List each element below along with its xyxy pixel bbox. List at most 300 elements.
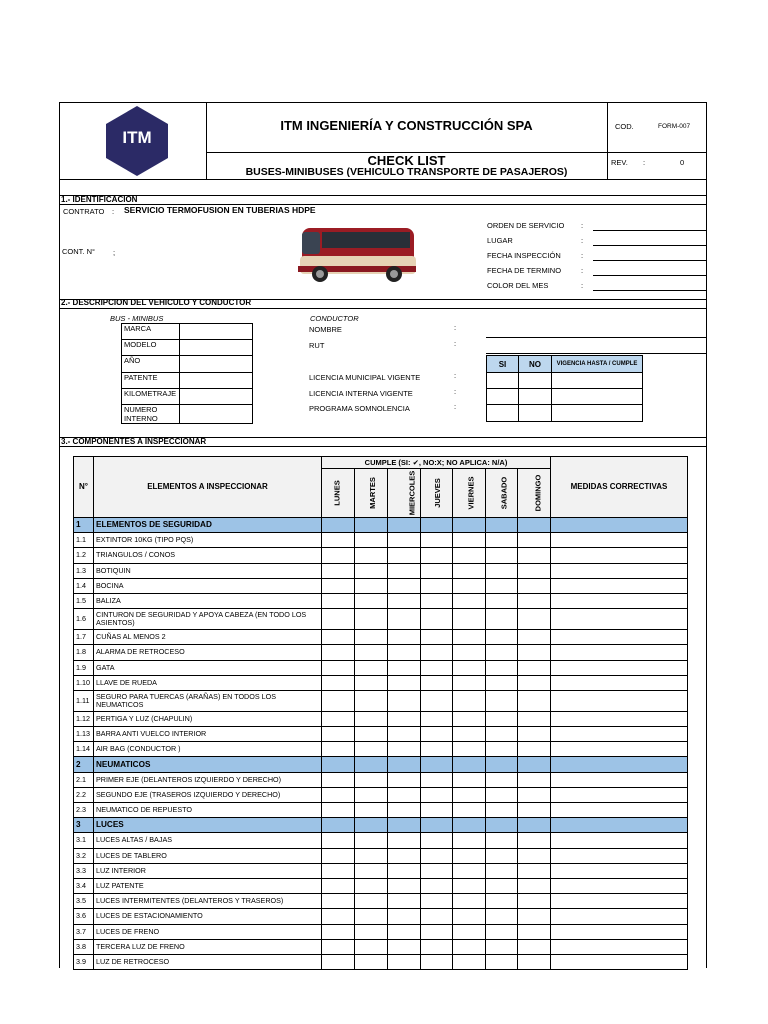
day-check-cell[interactable] [453, 803, 486, 818]
day-check-cell[interactable] [453, 563, 486, 578]
day-check-cell[interactable] [421, 954, 453, 969]
day-check-cell[interactable] [421, 909, 453, 924]
day-check-cell[interactable] [518, 803, 551, 818]
day-check-cell[interactable] [486, 727, 518, 742]
day-check-cell[interactable] [486, 675, 518, 690]
day-check-cell [322, 757, 355, 772]
vehicle-field-value[interactable] [180, 324, 253, 340]
day-check-cell[interactable] [322, 609, 355, 630]
table-row [74, 593, 688, 608]
day-check-cell[interactable] [486, 787, 518, 802]
day-check-cell[interactable] [453, 660, 486, 675]
day-check-cell[interactable] [518, 939, 551, 954]
day-check-cell[interactable] [421, 675, 453, 690]
medidas-cell[interactable] [551, 593, 688, 608]
driver-field-colon: : [454, 402, 457, 411]
medidas-cell[interactable] [551, 787, 688, 802]
day-check-cell[interactable] [355, 924, 388, 939]
day-check-cell[interactable] [322, 833, 355, 848]
day-check-cell[interactable] [421, 742, 453, 757]
day-check-cell[interactable] [421, 711, 453, 726]
day-check-cell[interactable] [486, 578, 518, 593]
day-check-cell[interactable] [518, 742, 551, 757]
day-check-cell[interactable] [486, 533, 518, 548]
table-row [74, 742, 688, 757]
si-header: SI [487, 356, 519, 373]
table-row [74, 690, 688, 711]
day-check-cell[interactable] [388, 690, 421, 711]
rev-colon: : [643, 158, 646, 167]
row-label: LLAVE DE RUEDA [94, 675, 322, 690]
day-check-cell[interactable] [388, 924, 421, 939]
medidas-cell[interactable] [551, 909, 688, 924]
day-check-cell[interactable] [322, 954, 355, 969]
medidas-cell[interactable] [551, 772, 688, 787]
day-check-cell[interactable] [322, 787, 355, 802]
field-input-line[interactable] [593, 290, 706, 291]
row-number: 1.5 [74, 593, 94, 608]
day-check-cell [453, 518, 486, 533]
row-label: BOTIQUIN [94, 563, 322, 578]
day-check-cell[interactable] [355, 578, 388, 593]
day-header [388, 469, 421, 518]
day-check-cell[interactable] [421, 690, 453, 711]
cell[interactable] [519, 405, 552, 422]
day-check-cell[interactable] [453, 772, 486, 787]
day-check-cell[interactable] [486, 630, 518, 645]
day-check-cell[interactable] [355, 909, 388, 924]
field-input-line[interactable] [593, 275, 706, 276]
day-check-cell[interactable] [355, 939, 388, 954]
day-check-cell[interactable] [421, 939, 453, 954]
day-check-cell[interactable] [322, 533, 355, 548]
day-check-cell [453, 757, 486, 772]
day-check-cell[interactable] [322, 660, 355, 675]
medidas-cell[interactable] [551, 727, 688, 742]
medidas-cell[interactable] [551, 878, 688, 893]
day-check-cell[interactable] [518, 894, 551, 909]
day-check-cell[interactable] [486, 660, 518, 675]
day-check-cell[interactable] [388, 563, 421, 578]
day-check-cell[interactable] [355, 787, 388, 802]
day-check-cell[interactable] [388, 848, 421, 863]
category-row [74, 818, 688, 833]
day-check-cell[interactable] [355, 833, 388, 848]
driver-field-label: RUT [309, 341, 325, 350]
vehicle-field-value[interactable] [180, 405, 253, 424]
day-check-cell[interactable] [486, 803, 518, 818]
day-check-cell[interactable] [388, 803, 421, 818]
day-check-cell[interactable] [421, 548, 453, 563]
day-check-cell[interactable] [322, 894, 355, 909]
day-check-cell[interactable] [518, 787, 551, 802]
cell[interactable] [519, 389, 552, 405]
medidas-cell[interactable] [551, 954, 688, 969]
day-check-cell[interactable] [453, 690, 486, 711]
day-check-cell [518, 818, 551, 833]
vehicle-field-label: MARCA [122, 324, 180, 340]
day-check-cell[interactable] [486, 878, 518, 893]
day-check-cell[interactable] [355, 563, 388, 578]
cell[interactable] [519, 373, 552, 389]
day-check-cell[interactable] [453, 609, 486, 630]
day-check-cell[interactable] [518, 848, 551, 863]
day-check-cell[interactable] [355, 878, 388, 893]
day-check-cell[interactable] [322, 909, 355, 924]
day-check-cell[interactable] [486, 894, 518, 909]
day-check-cell[interactable] [355, 772, 388, 787]
category-row [74, 518, 688, 533]
day-check-cell[interactable] [453, 533, 486, 548]
medidas-cell[interactable] [551, 645, 688, 660]
day-check-cell[interactable] [486, 742, 518, 757]
day-check-cell[interactable] [322, 878, 355, 893]
row-number: 3.8 [74, 939, 94, 954]
day-check-cell[interactable] [421, 803, 453, 818]
day-check-cell[interactable] [421, 924, 453, 939]
cell[interactable] [552, 405, 643, 422]
row-label: PRIMER EJE (DELANTEROS IZQUIERDO Y DERECHO) [94, 772, 322, 787]
day-check-cell[interactable] [421, 645, 453, 660]
driver-field-label: LICENCIA MUNICIPAL VIGENTE [309, 373, 421, 382]
day-check-cell [486, 518, 518, 533]
medidas-cell[interactable] [551, 630, 688, 645]
day-check-cell[interactable] [322, 924, 355, 939]
day-check-cell[interactable] [388, 772, 421, 787]
day-check-cell[interactable] [486, 924, 518, 939]
day-check-cell[interactable] [453, 727, 486, 742]
day-check-cell[interactable] [453, 939, 486, 954]
row-label: AIR BAG (CONDUCTOR ) [94, 742, 322, 757]
day-check-cell[interactable] [518, 727, 551, 742]
day-check-cell[interactable] [355, 645, 388, 660]
table-row [74, 609, 688, 630]
cell[interactable] [487, 405, 519, 422]
day-check-cell[interactable] [486, 711, 518, 726]
day-check-cell[interactable] [453, 909, 486, 924]
day-check-cell[interactable] [355, 593, 388, 608]
medidas-cell[interactable] [551, 711, 688, 726]
day-check-cell[interactable] [388, 548, 421, 563]
day-check-cell[interactable] [388, 630, 421, 645]
row-number: 3.9 [74, 954, 94, 969]
day-check-cell[interactable] [355, 609, 388, 630]
day-check-cell [355, 757, 388, 772]
day-check-cell[interactable] [355, 803, 388, 818]
day-check-cell[interactable] [421, 563, 453, 578]
day-check-cell[interactable] [388, 533, 421, 548]
day-header [322, 469, 355, 518]
day-check-cell[interactable] [355, 660, 388, 675]
day-check-cell[interactable] [486, 645, 518, 660]
day-check-cell [421, 757, 453, 772]
field-label: ORDEN DE SERVICIO [487, 221, 565, 230]
day-check-cell[interactable] [388, 787, 421, 802]
day-check-cell[interactable] [486, 690, 518, 711]
day-check-cell[interactable] [388, 878, 421, 893]
day-check-cell[interactable] [322, 711, 355, 726]
day-check-cell[interactable] [421, 727, 453, 742]
rev-value: 0 [680, 158, 685, 167]
day-check-cell[interactable] [453, 630, 486, 645]
medidas-cell[interactable] [551, 939, 688, 954]
medidas-cell[interactable] [551, 563, 688, 578]
day-label: SABADO [499, 476, 509, 510]
conductor-label: CONDUCTOR [310, 314, 359, 323]
day-check-cell[interactable] [421, 593, 453, 608]
medidas-cell[interactable] [551, 660, 688, 675]
day-check-cell[interactable] [322, 630, 355, 645]
day-check-cell[interactable] [421, 848, 453, 863]
medidas-cell[interactable] [551, 924, 688, 939]
table-row [74, 924, 688, 939]
day-check-cell[interactable] [355, 894, 388, 909]
day-check-cell [355, 818, 388, 833]
day-check-cell[interactable] [388, 609, 421, 630]
day-check-cell[interactable] [421, 772, 453, 787]
logo-text: ITM [122, 128, 152, 147]
day-check-cell[interactable] [453, 787, 486, 802]
no-header: NO [519, 356, 552, 373]
day-check-cell[interactable] [453, 924, 486, 939]
vehicle-field-value[interactable] [180, 373, 253, 389]
day-check-cell[interactable] [388, 727, 421, 742]
day-label: MARTES [367, 477, 377, 509]
day-check-cell[interactable] [453, 833, 486, 848]
day-check-cell[interactable] [421, 894, 453, 909]
day-check-cell[interactable] [388, 894, 421, 909]
table-row [74, 803, 688, 818]
day-check-cell[interactable] [453, 593, 486, 608]
day-check-cell[interactable] [421, 609, 453, 630]
day-check-cell[interactable] [322, 645, 355, 660]
row-number: 1.11 [74, 690, 94, 711]
day-check-cell[interactable] [453, 878, 486, 893]
day-check-cell[interactable] [355, 711, 388, 726]
day-check-cell[interactable] [322, 548, 355, 563]
driver-field-colon: : [454, 323, 457, 332]
table-row [74, 787, 688, 802]
driver-input-line[interactable] [486, 353, 706, 354]
day-check-cell[interactable] [355, 863, 388, 878]
day-check-cell[interactable] [355, 727, 388, 742]
category-row [74, 757, 688, 772]
day-check-cell[interactable] [421, 533, 453, 548]
row-number: 3.7 [74, 924, 94, 939]
day-check-cell [421, 818, 453, 833]
day-check-cell[interactable] [322, 675, 355, 690]
bus-label: BUS - MINIBUS [110, 314, 164, 323]
day-check-cell[interactable] [421, 787, 453, 802]
day-check-cell[interactable] [453, 645, 486, 660]
day-check-cell[interactable] [355, 848, 388, 863]
day-check-cell[interactable] [518, 609, 551, 630]
day-check-cell[interactable] [388, 909, 421, 924]
vehicle-field-value[interactable] [180, 356, 253, 373]
day-check-cell[interactable] [486, 833, 518, 848]
medidas-cell[interactable] [551, 848, 688, 863]
day-check-cell[interactable] [388, 833, 421, 848]
field-label: LUGAR [487, 236, 513, 245]
day-check-cell[interactable] [355, 548, 388, 563]
cell[interactable] [552, 389, 643, 405]
medidas-cell[interactable] [551, 803, 688, 818]
day-check-cell[interactable] [388, 645, 421, 660]
contrato-label: CONTRATO [63, 207, 105, 216]
medidas-cell[interactable] [551, 533, 688, 548]
day-check-cell[interactable] [421, 863, 453, 878]
day-check-cell[interactable] [486, 863, 518, 878]
day-check-cell[interactable] [518, 533, 551, 548]
medidas-cell[interactable] [551, 548, 688, 563]
day-check-cell[interactable] [518, 711, 551, 726]
col-elementos-header: ELEMENTOS A INSPECCIONAR [94, 457, 322, 518]
day-check-cell[interactable] [486, 593, 518, 608]
field-input-line[interactable] [593, 245, 706, 246]
day-check-cell[interactable] [421, 578, 453, 593]
medidas-cell[interactable] [551, 863, 688, 878]
day-check-cell[interactable] [355, 533, 388, 548]
table-row [74, 954, 688, 969]
day-check-cell[interactable] [322, 563, 355, 578]
compliance-table [486, 355, 643, 422]
day-check-cell[interactable] [453, 894, 486, 909]
day-check-cell[interactable] [518, 772, 551, 787]
day-check-cell[interactable] [355, 630, 388, 645]
day-check-cell[interactable] [486, 909, 518, 924]
day-check-cell[interactable] [453, 863, 486, 878]
day-check-cell[interactable] [388, 593, 421, 608]
day-check-cell[interactable] [453, 675, 486, 690]
table-row [74, 772, 688, 787]
day-check-cell[interactable] [388, 939, 421, 954]
day-check-cell[interactable] [322, 578, 355, 593]
day-check-cell[interactable] [518, 548, 551, 563]
cell[interactable] [552, 373, 643, 389]
day-check-cell[interactable] [518, 863, 551, 878]
day-check-cell[interactable] [388, 578, 421, 593]
driver-field-label: LICENCIA INTERNA VIGENTE [309, 389, 413, 398]
day-check-cell[interactable] [322, 727, 355, 742]
day-check-cell[interactable] [322, 742, 355, 757]
table-row [74, 645, 688, 660]
day-check-cell[interactable] [355, 742, 388, 757]
day-check-cell[interactable] [518, 630, 551, 645]
vehicle-field-label: AÑO [122, 356, 180, 373]
day-check-cell[interactable] [322, 848, 355, 863]
day-check-cell[interactable] [518, 924, 551, 939]
day-label: LUNES [332, 480, 342, 506]
day-check-cell[interactable] [453, 548, 486, 563]
day-check-cell[interactable] [518, 878, 551, 893]
day-check-cell[interactable] [486, 939, 518, 954]
day-check-cell [518, 518, 551, 533]
day-check-cell[interactable] [486, 772, 518, 787]
day-check-cell[interactable] [388, 675, 421, 690]
day-check-cell[interactable] [453, 742, 486, 757]
medidas-cell[interactable] [551, 742, 688, 757]
day-check-cell[interactable] [322, 593, 355, 608]
day-check-cell[interactable] [518, 909, 551, 924]
day-header [486, 469, 518, 518]
cell[interactable] [487, 389, 519, 405]
row-number: 3.2 [74, 848, 94, 863]
medidas-cell[interactable] [551, 578, 688, 593]
day-check-cell[interactable] [388, 863, 421, 878]
day-check-cell[interactable] [355, 954, 388, 969]
day-check-cell[interactable] [486, 609, 518, 630]
day-check-cell[interactable] [518, 563, 551, 578]
day-check-cell[interactable] [453, 848, 486, 863]
vehicle-field-value[interactable] [180, 340, 253, 356]
table-row [74, 675, 688, 690]
medidas-cell[interactable] [551, 690, 688, 711]
day-check-cell[interactable] [355, 675, 388, 690]
row-label: CINTURON DE SEGURIDAD Y APOYA CABEZA (EN TODO LOS ASIENTOS) [94, 609, 322, 630]
day-check-cell[interactable] [453, 578, 486, 593]
vehicle-field-label: PATENTE [122, 373, 180, 389]
row-label: BALIZA [94, 593, 322, 608]
day-check-cell[interactable] [486, 563, 518, 578]
cell[interactable] [487, 373, 519, 389]
medidas-cell [551, 757, 688, 772]
day-check-cell[interactable] [322, 772, 355, 787]
driver-field-colon: : [454, 387, 457, 396]
day-check-cell[interactable] [322, 803, 355, 818]
day-check-cell[interactable] [388, 954, 421, 969]
day-check-cell[interactable] [421, 878, 453, 893]
medidas-cell[interactable] [551, 833, 688, 848]
day-check-cell[interactable] [421, 630, 453, 645]
day-check-cell[interactable] [355, 690, 388, 711]
day-check-cell[interactable] [518, 578, 551, 593]
field-input-line[interactable] [593, 260, 706, 261]
medidas-cell[interactable] [551, 675, 688, 690]
day-check-cell[interactable] [518, 675, 551, 690]
day-check-cell [486, 818, 518, 833]
driver-input-line[interactable] [486, 337, 706, 338]
day-check-cell[interactable] [421, 660, 453, 675]
medidas-cell[interactable] [551, 609, 688, 630]
day-check-cell[interactable] [518, 954, 551, 969]
day-check-cell[interactable] [388, 660, 421, 675]
day-check-cell[interactable] [322, 863, 355, 878]
day-check-cell[interactable] [421, 833, 453, 848]
vehicle-field-value[interactable] [180, 389, 253, 405]
row-number: 1.1 [74, 533, 94, 548]
day-check-cell[interactable] [518, 645, 551, 660]
day-check-cell[interactable] [486, 954, 518, 969]
day-check-cell[interactable] [518, 833, 551, 848]
day-check-cell[interactable] [322, 690, 355, 711]
day-check-cell[interactable] [518, 690, 551, 711]
day-check-cell[interactable] [518, 593, 551, 608]
day-check-cell[interactable] [453, 954, 486, 969]
day-check-cell[interactable] [388, 742, 421, 757]
field-label: FECHA DE TERMINO [487, 266, 562, 275]
table-row [74, 833, 688, 848]
day-check-cell[interactable] [453, 711, 486, 726]
day-check-cell[interactable] [388, 711, 421, 726]
day-check-cell[interactable] [486, 548, 518, 563]
day-check-cell[interactable] [486, 848, 518, 863]
table-row [74, 894, 688, 909]
day-check-cell[interactable] [322, 939, 355, 954]
day-check-cell[interactable] [518, 660, 551, 675]
row-label: PERTIGA Y LUZ (CHAPULIN) [94, 711, 322, 726]
medidas-cell[interactable] [551, 894, 688, 909]
field-input-line[interactable] [593, 230, 706, 231]
